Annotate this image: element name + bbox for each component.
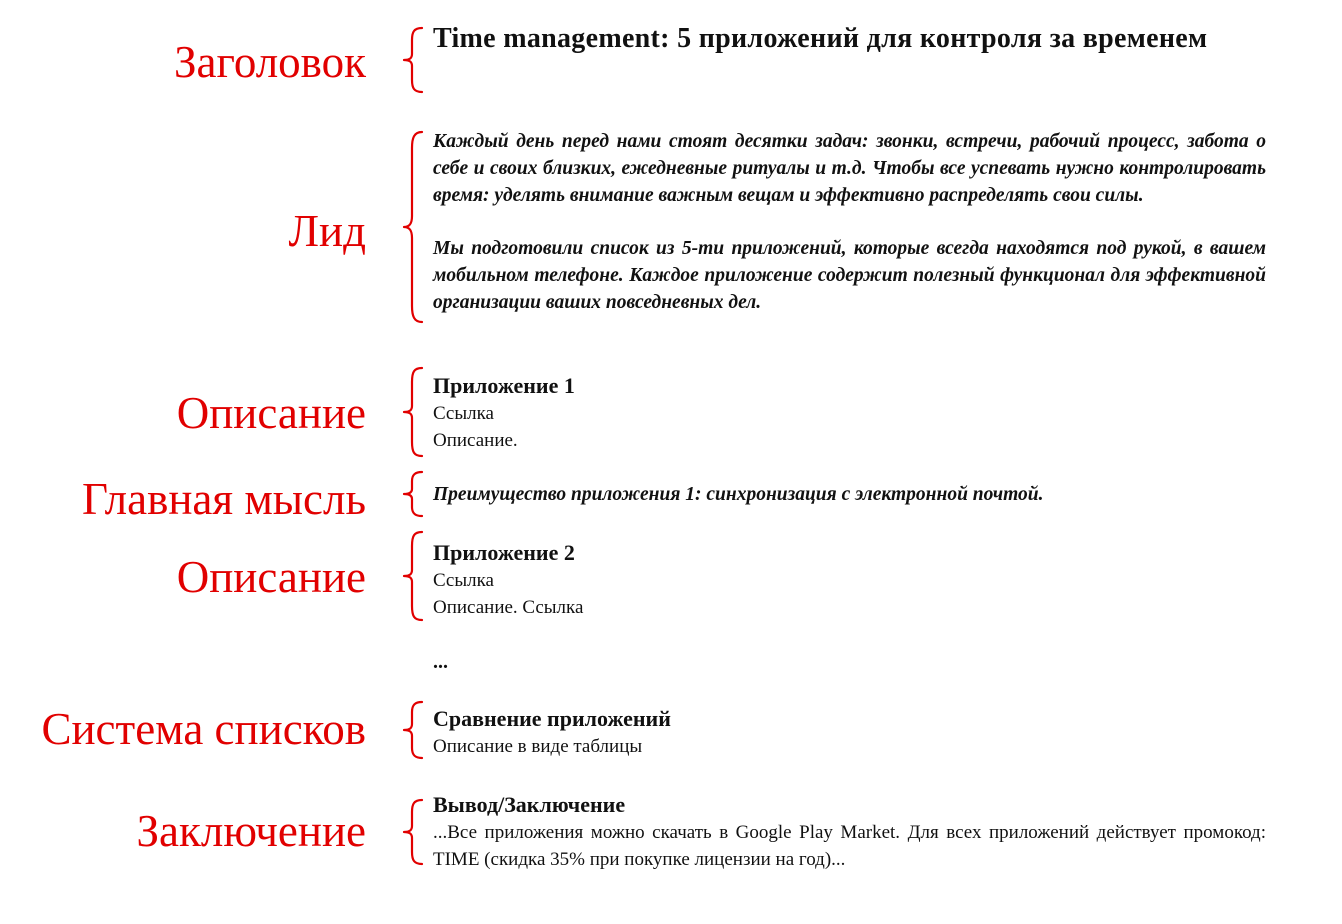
label-title: Заголовок — [173, 37, 366, 87]
label-conclusion: Заключение — [136, 806, 366, 856]
conclusion-heading: Вывод/Заключение — [433, 792, 626, 817]
article-title: Time management: 5 приложений для контроля за временем — [433, 23, 1208, 54]
lead-paragraph-2: Мы подготовили список из 5-ти приложений, которые всегда находятся под рукой, в вашем мобильном телефоне. Каждое приложение содержит полезный функционал для эффективной организации ваших повседневных дел. — [433, 238, 1266, 313]
brace-title — [400, 26, 426, 94]
article-lead — [433, 128, 1266, 316]
comparison-heading: Сравнение приложений — [433, 706, 671, 731]
comparison-description: Описание в виде таблицы — [433, 736, 643, 757]
app-2-heading: Приложение 2 — [433, 540, 575, 565]
conclusion-text: ...Все приложения можно скачать в Google Play Market. Для всех приложений действует промокод: TIME (скидка 35% при покупке лицензии на год)... — [433, 822, 1266, 870]
brace-description-1 — [400, 366, 426, 458]
brace-main-idea — [400, 470, 426, 518]
app-1-section — [433, 372, 1266, 454]
label-description-2: Описание — [176, 552, 366, 602]
brace-conclusion — [400, 798, 426, 866]
brace-list-system — [400, 700, 426, 760]
conclusion-section — [433, 791, 1266, 873]
ellipsis: ... — [433, 651, 448, 673]
label-list-system: Система списков — [41, 704, 366, 754]
app-1-heading: Приложение 1 — [433, 373, 575, 398]
label-description-1: Описание — [176, 388, 366, 438]
label-lead: Лид — [288, 206, 366, 256]
app-2-section — [433, 539, 1266, 621]
brace-description-2 — [400, 530, 426, 622]
main-idea-text: Преимущество приложения 1: синхронизация с электронной почтой. — [433, 484, 1044, 505]
brace-lead — [400, 130, 426, 324]
app-2-link: Ссылка — [433, 570, 494, 591]
app-2-description: Описание. Ссылка — [433, 597, 584, 618]
app-1-link: Ссылка — [433, 403, 494, 424]
comparison-section — [433, 705, 1266, 760]
lead-paragraph-1: Каждый день перед нами стоят десятки задач: звонки, встречи, рабочий процесс, забота о себе и своих близких, ежедневные ритуалы и т.д. Чтобы все успевать нужно контролировать время: уделять внимание важным вещам и эффективно распределять свои силы. — [433, 131, 1266, 206]
app-1-description: Описание. — [433, 430, 518, 451]
label-main-idea: Главная мысль — [82, 474, 366, 524]
